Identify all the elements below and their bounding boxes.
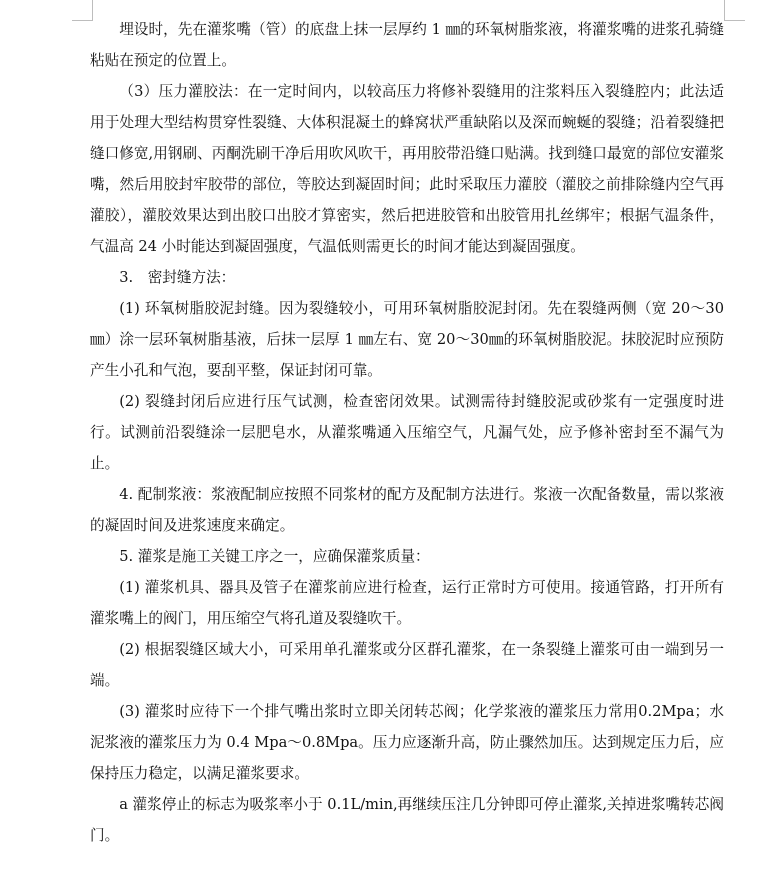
- paragraph-epoxy-sealing: (1) 环氧树脂胶泥封缝。因为裂缝较小，可用环氧树脂胶泥封闭。先在裂缝两侧（宽 20～30㎜）涂一层环氧树脂基液，后抹一层厚 1 ㎜左右、宽 20～30㎜的环氧树脂胶泥。抹胶泥时应预防产生小孔和气泡，要刮平整，保证封闭可靠。: [90, 300, 724, 379]
- heading-sealing-method: 3. 密封缝方法：: [119, 269, 236, 286]
- paragraph-grouting-zones: (2) 根据裂缝区域大小，可采用单孔灌浆或分区群孔灌浆，在一条裂缝上灌浆可由一端到另一端。: [90, 641, 724, 689]
- paragraph-pressure-injection: （3）压力灌胶法：在一定时间内，以较高压力将修补裂缝用的注浆料压入裂缝腔内；此法适用于处理大型结构贯穿性裂缝、大体积混凝土的蜂窝状严重缺陷以及深而蜿蜒的裂缝；沿着裂缝把缝口修宽,用钢刷、丙酮洗刷干净后用吹风吹干，再用胶带沿缝口贴满。找到缝口最宽的部位安灌浆嘴，然后用胶封牢胶带的部位，等胶达到凝固时间；此时采取压力灌胶（灌胶之前排除缝内空气再灌胶），灌胶效果达到出胶口出胶才算密实，然后把进胶管和出胶管用扎丝绑牢；根据气温条件，气温高 24 小时能达到凝固强度，气温低则需更长的时间才能达到凝固强度。: [90, 83, 724, 255]
- page-corner-mark-right: [724, 0, 745, 21]
- paragraph-grouting-pressure: (3) 灌浆时应待下一个排气嘴出浆时立即关闭转芯阀；化学浆液的灌浆压力常用0.2Mpa；水泥浆液的灌浆压力为 0.4 Mpa～0.8Mpa。压力应逐渐升高，防止骤然加压。达到规定压力后，应保持压力稳定，以满足灌浆要求。: [90, 703, 724, 782]
- paragraph-air-pressure-test: (2) 裂缝封闭后应进行压气试测，检查密闭效果。试测需待封缝胶泥或砂浆有一定强度时进行。试测前沿裂缝涂一层肥皂水，从灌浆嘴通入压缩空气，凡漏气处，应予修补密封至不漏气为止。: [90, 393, 724, 472]
- document-page: [90, 14, 724, 851]
- paragraph-grout-preparation: 4. 配制浆液：浆液配制应按照不同浆材的配方及配制方法进行。浆液一次配备数量，需以浆液的凝固时间及进浆速度来确定。: [90, 486, 724, 534]
- paragraph-grout-nozzle-embedding: 埋设时，先在灌浆嘴（管）的底盘上抹一层厚约 1 ㎜的环氧树脂浆液，将灌浆嘴的进浆孔骑缝粘贴在预定的位置上。: [90, 21, 724, 69]
- paragraph-equipment-check: (1) 灌浆机具、器具及管子在灌浆前应进行检查，运行正常时方可使用。接通管路，打开所有灌浆嘴上的阀门，用压缩空气将孔道及裂缝吹干。: [90, 579, 724, 627]
- paragraph-stop-criteria: a 灌浆停止的标志为吸浆率小于 0.1L/min,再继续压注几分钟即可停止灌浆,关掉进浆嘴转芯阀门。: [90, 796, 724, 844]
- heading-grouting-process: 5. 灌浆是施工关键工序之一，应确保灌浆质量：: [119, 548, 430, 565]
